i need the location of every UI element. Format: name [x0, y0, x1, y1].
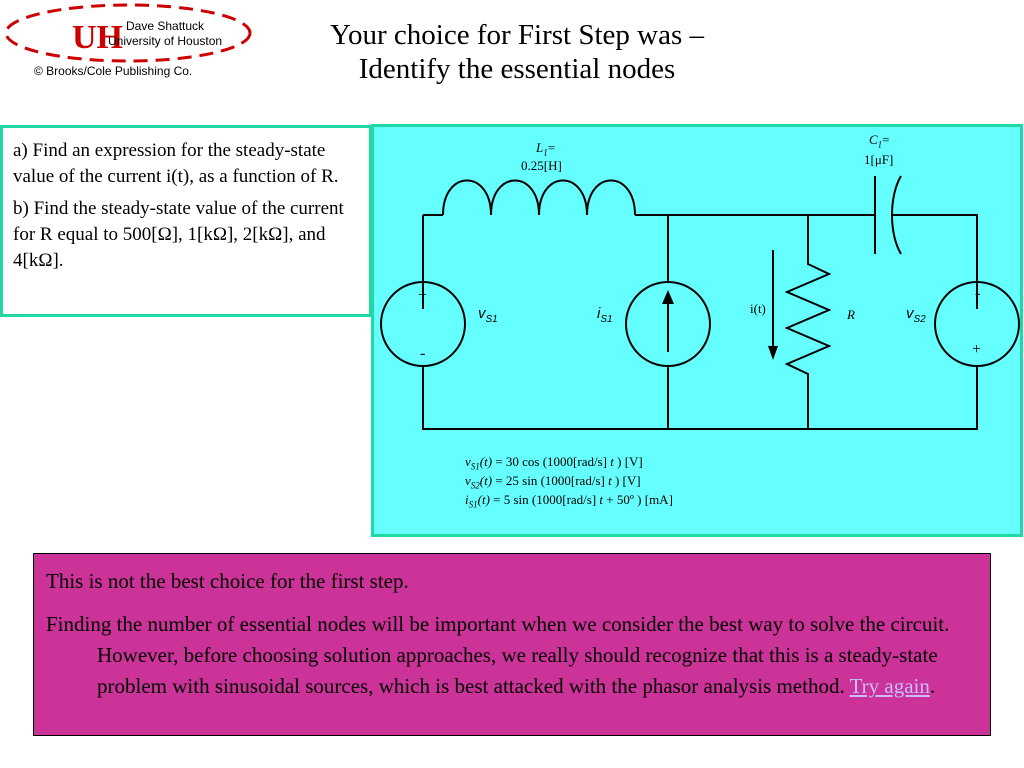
- publisher-credit: © Brooks/Cole Publishing Co.: [34, 64, 193, 78]
- try-again-link[interactable]: Try again: [849, 674, 930, 698]
- question-box: [0, 125, 372, 317]
- vs2-minus: -: [975, 285, 981, 302]
- equation-vs2: $v_{S2}(t) = 25$ sin (1000[rad/s] t ) [V]: [465, 473, 641, 491]
- capacitor-value: 1[μF]: [864, 152, 894, 167]
- feedback-trailing: .: [929, 674, 936, 698]
- inductor-label: $L_1=$: [536, 140, 556, 158]
- wire-top-right: [893, 215, 977, 309]
- equation-vs1: $v_{S1}(t) = 30$ cos (1000[rad/s] t ) [V]: [465, 454, 643, 472]
- vs1-label: $v_{S1}$: [478, 305, 498, 325]
- resistor-label: R: [847, 307, 855, 322]
- page-title: [262, 18, 772, 86]
- inductor-coil: [443, 181, 635, 216]
- vs1-plus: +: [418, 287, 428, 304]
- current-source-arrow-head: [662, 290, 674, 304]
- equation-is1: $i_{S1}(t) = 5$ sin (1000[rad/s] t + 50º ) [mA]: [465, 492, 673, 510]
- title-line-1: Your choice for First Step was –: [329, 19, 705, 51]
- feedback-explanation: [46, 609, 970, 702]
- inductor-value: 0.25[H]: [521, 158, 562, 173]
- vs2-plus: +: [972, 341, 982, 358]
- current-label: i(t): [750, 301, 766, 316]
- current-arrow-head: [768, 346, 778, 360]
- title-line-2: Identify the essential nodes: [358, 53, 676, 85]
- feedback-line-1: This is not the best choice for the first step.: [46, 569, 409, 593]
- vs2-label: $v_{S2}$: [906, 305, 926, 325]
- feedback-box: [33, 553, 991, 736]
- capacitor-label: $C_1=$: [869, 132, 890, 150]
- author-name: Dave Shattuck: [126, 19, 205, 33]
- feedback-explanation-text: Finding the number of essential nodes will be important when we consider the best way to solve the circuit. However, before choosing solution approaches, we really should recognize that this is a steady-state problem with sinusoidal sources, which is best attacked with the phasor analysis method.: [46, 612, 950, 698]
- resistor-zigzag: [787, 215, 829, 429]
- vs1-minus: -: [420, 345, 426, 362]
- logo-lettering: UH: [72, 19, 123, 56]
- question-part-a: a) Find an expression for the steady-state value of the current i(t), as a function of R.: [13, 140, 339, 187]
- is1-label: $i_{S1}$: [597, 305, 613, 325]
- author-affiliation: University of Houston: [108, 34, 223, 48]
- wire-bottom: [423, 366, 977, 429]
- question-part-b: b) Find the steady-state value of the current for R equal to 500[Ω], 1[kΩ], 2[kΩ], and 4[kΩ].: [13, 198, 344, 271]
- logo-block: [0, 0, 260, 90]
